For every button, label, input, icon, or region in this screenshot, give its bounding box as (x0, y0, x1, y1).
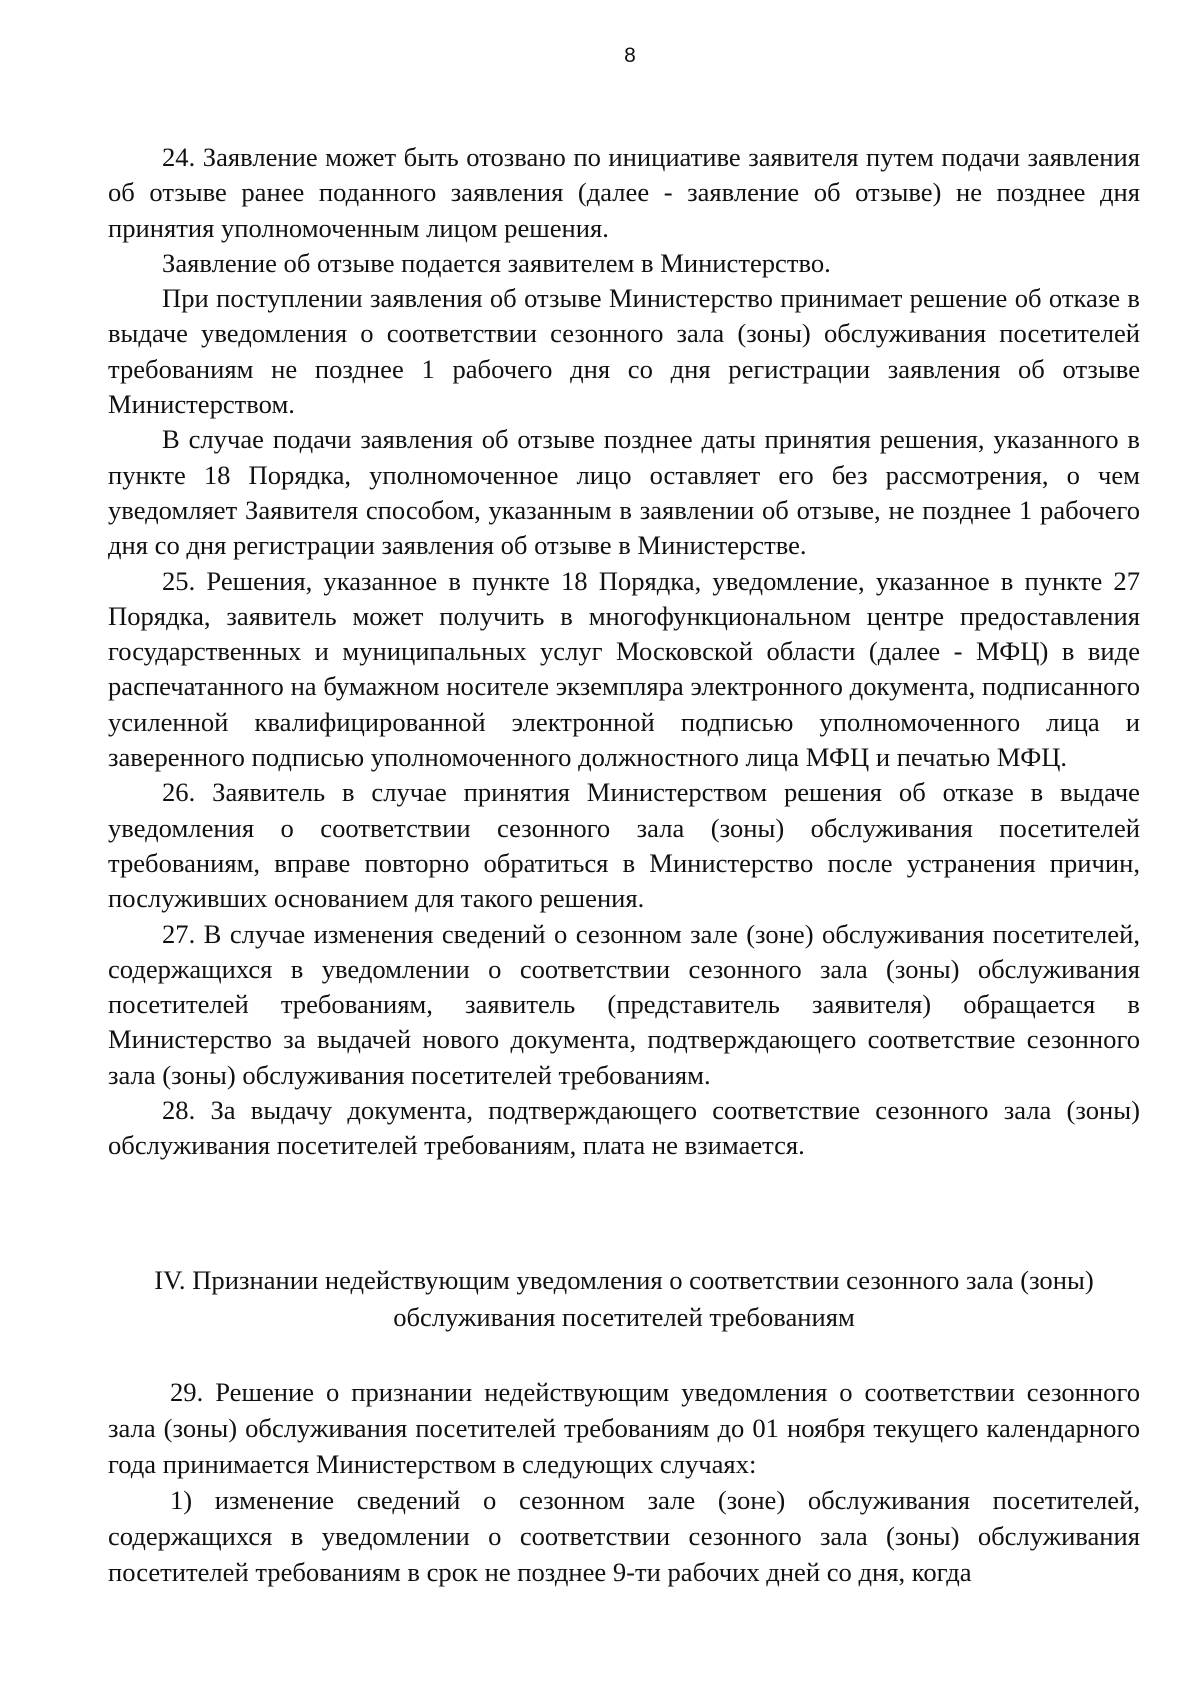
paragraph-withdrawal-submission: Заявление об отзыве подается заявителем в Министерство. (162, 247, 831, 278)
paragraph-27: 27. В случае изменения сведений о сезонном зале (зоне) обслуживания посетителей, содержащихся в уведомлении о соответствии сезонного зала (зоны) обслуживания посетителей требованиям, заявитель (представитель заявителя) обращается в Министерство за выдачей нового документа, подтверждающего соответствие сезонного зала (зоны) обслуживания посетителей требованиям. (108, 918, 1140, 1090)
paragraph-24: 24. Заявление может быть отозвано по инициативе заявителя путем подачи заявления об отзыве ранее поданного заявления (далее - заявление об отзыве) не позднее дня принятия уполномоченным лицом решения. (108, 142, 1140, 243)
page-number: 8 (624, 44, 636, 67)
paragraph-25: 25. Решения, указанное в пункте 18 Порядка, уведомление, указанное в пункте 27 Порядка, заявитель может получить в многофункциональном центре предоставления государственных и муниципальных услуг Московской области (далее - МФЦ) в виде распечатанного на бумажном носителе экземпляра электронного документа, подписанного усиленной квалифицированной электронной подписью уполномоченного лица и заверенного подписью уполномоченного должностного лица МФЦ и печатью МФЦ. (108, 565, 1140, 773)
paragraph-29-item-1: 1) изменение сведений о сезонном зале (зоне) обслуживания посетителей, содержащихся в уведомлении о соответствии сезонного зала (зоны) обслуживания посетителей требованиям в срок не позднее 9-ти рабочих дней со дня, когда (108, 1485, 1140, 1587)
paragraph-28: 28. За выдачу документа, подтверждающего соответствие сезонного зала (зоны) обслуживания посетителей требованиям, плата не взимается. (108, 1095, 1140, 1161)
paragraph-26: 26. Заявитель в случае принятия Министерством решения об отказе в выдаче уведомления о соответствии сезонного зала (зоны) обслуживания посетителей требованиям, вправе повторно обратиться в Министерство после устранения причин, послуживших основанием для такого решения. (108, 777, 1140, 914)
section-heading-iv (108, 1262, 1140, 1336)
paragraph-withdrawal-receipt: При поступлении заявления об отзыве Министерство принимает решение об отказе в выдаче уведомления о соответствии сезонного зала (зоны) обслуживания посетителей требованиям не позднее 1 рабочего дня со дня регистрации заявления об отзыве Министерством. (108, 283, 1140, 420)
paragraph-29: 29. Решение о признании недействующим уведомления о соответствии сезонного зала (зоны) обслуживания посетителей требованиям до 01 ноября текущего календарного года принимается Министерством в следующих случаях: (108, 1377, 1140, 1479)
body-text-before-heading (108, 140, 1140, 1164)
section-heading-line-1: IV. Признании недействующим уведомления о соответствии сезонного зала (зоны) (154, 1265, 1094, 1295)
body-text-after-heading (108, 1374, 1140, 1590)
paragraph-late-withdrawal: В случае подачи заявления об отзыве позднее даты принятия решения, указанного в пункте 18 Порядка, уполномоченное лицо оставляет его без рассмотрения, о чем уведомляет Заявителя способом, указанным в заявлении об отзыве, не позднее 1 рабочего дня со дня регистрации заявления об отзыве в Министерстве. (108, 424, 1140, 561)
section-heading-line-2: обслуживания посетителей требованиям (393, 1302, 855, 1332)
